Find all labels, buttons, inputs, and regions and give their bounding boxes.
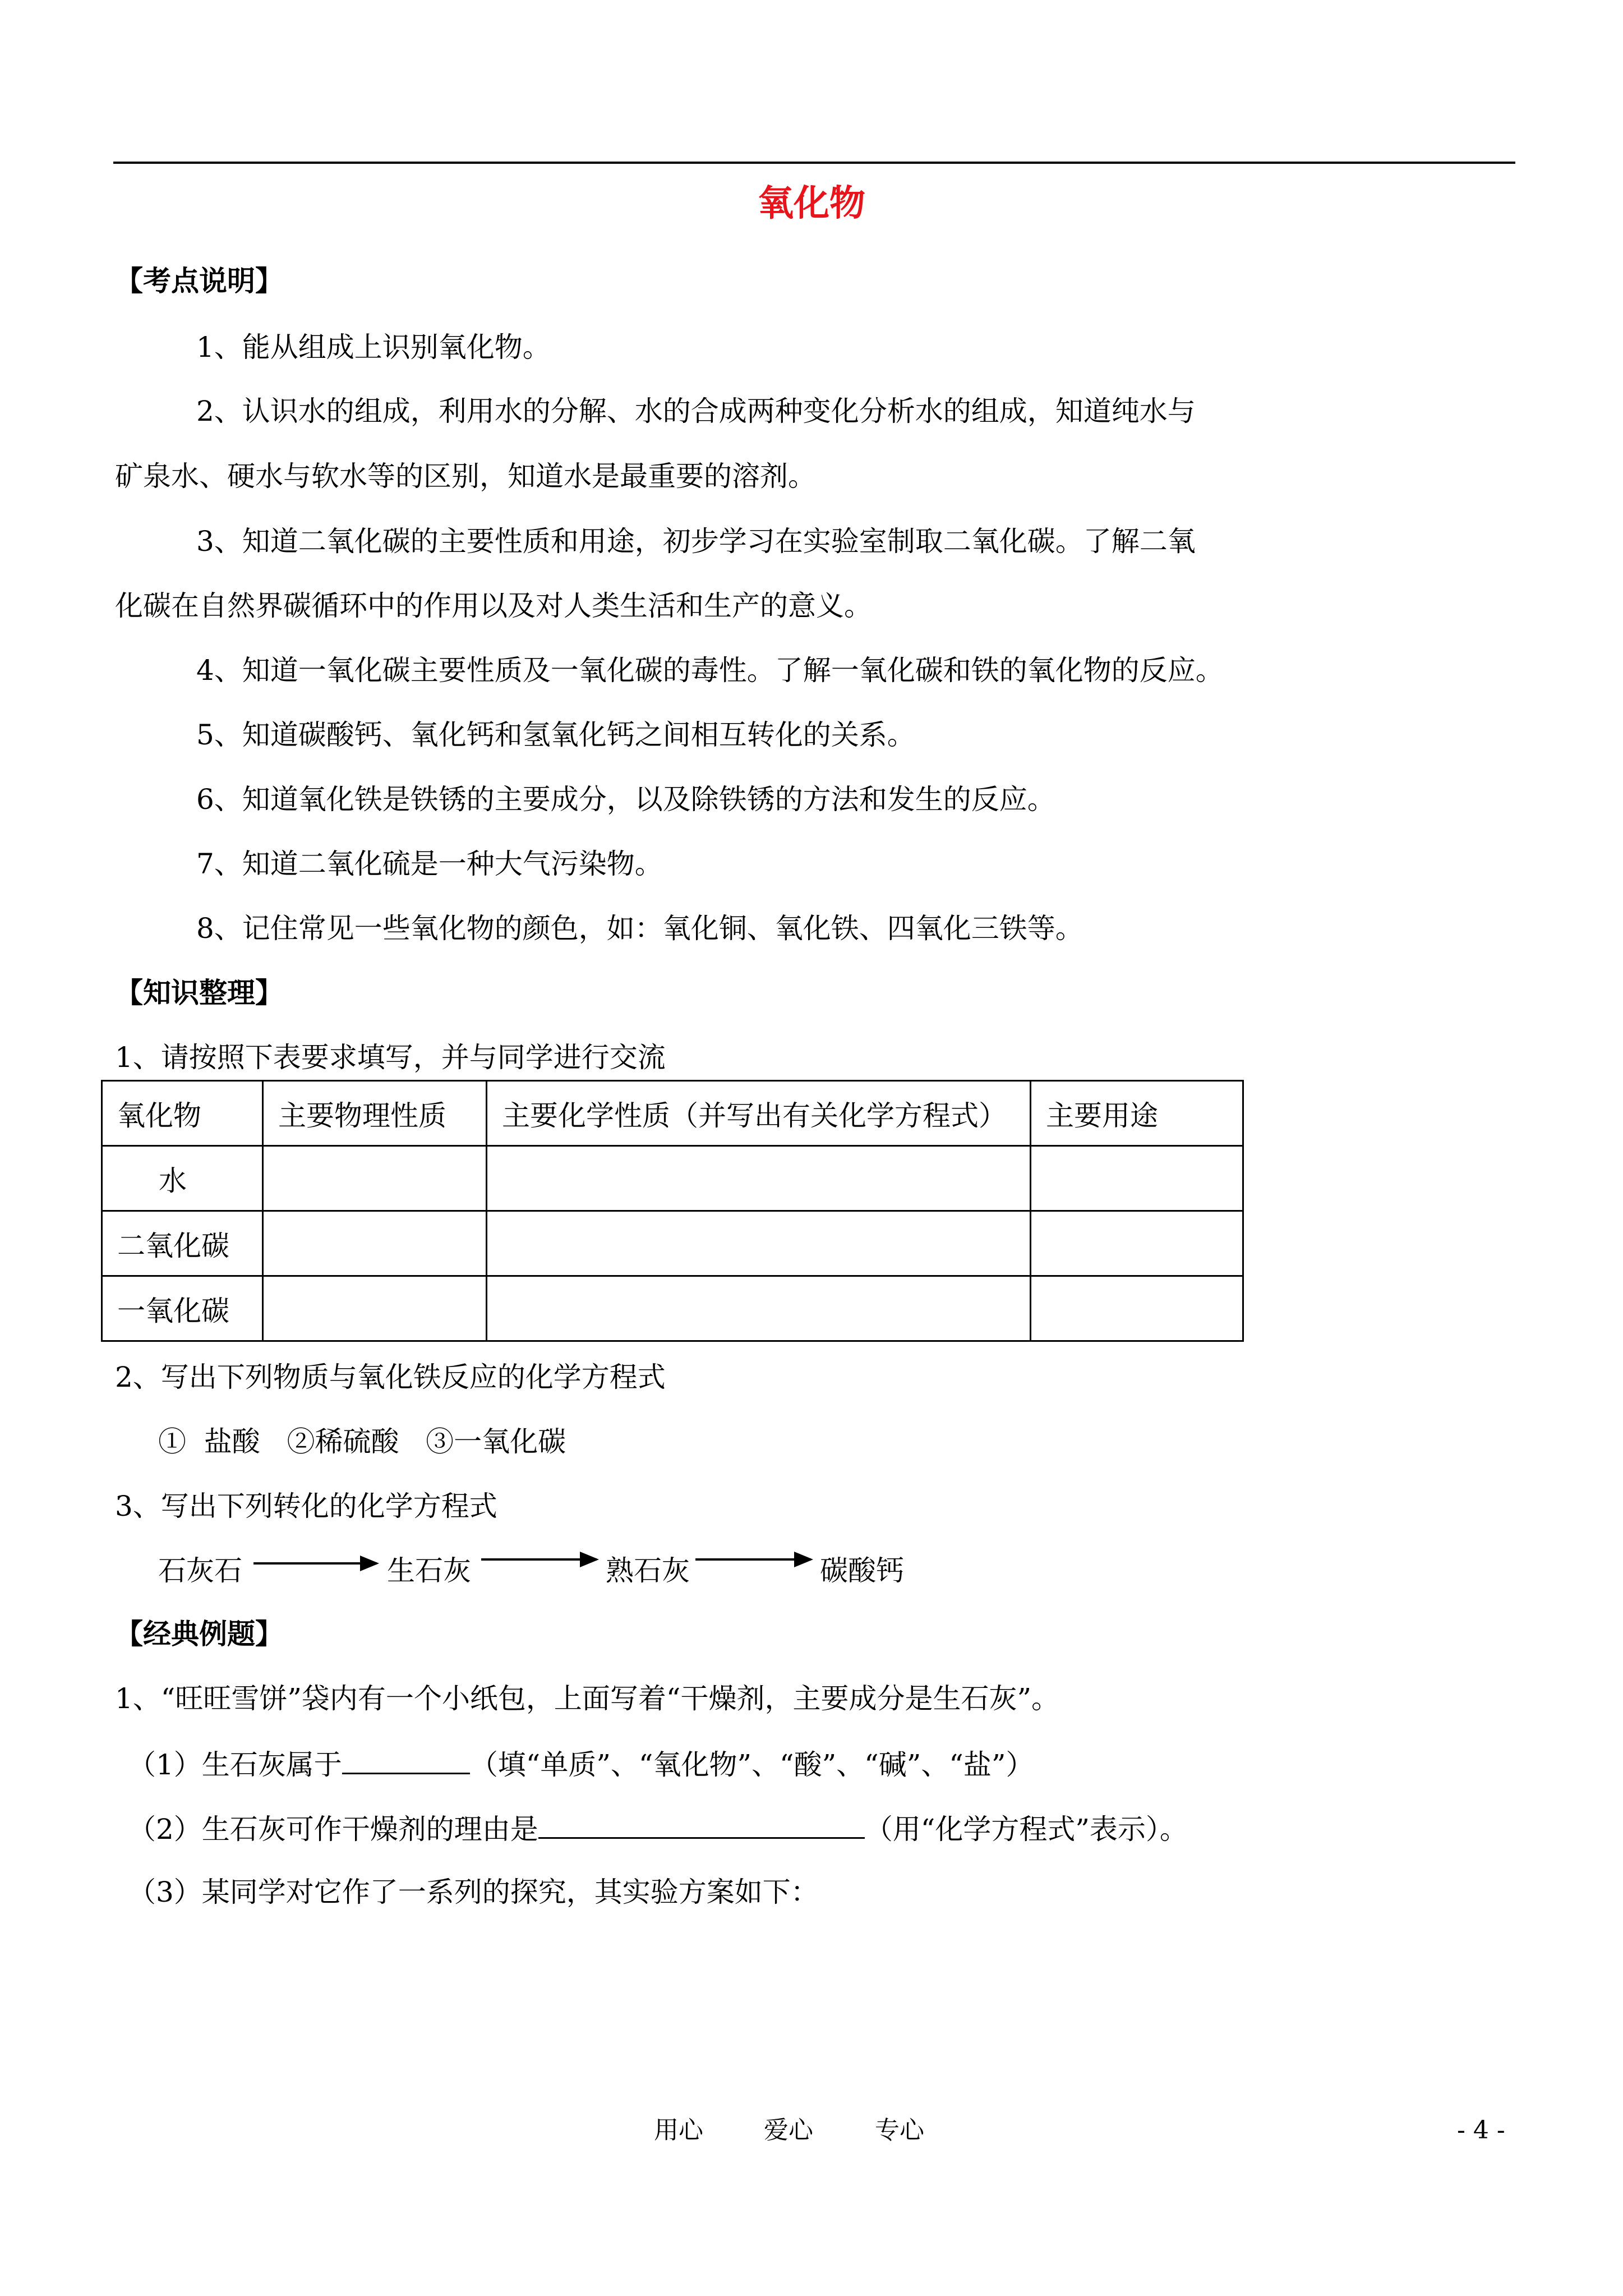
table-row-label: 一氧化碳 [102,1276,263,1341]
knowledge-question-2-items: ① 盐酸 ②稀硫酸 ③一氧化碳 [158,1425,566,1458]
table-header-cell: 主要化学性质（并写出有关化学方程式） [487,1081,1031,1146]
table-cell-empty [263,1211,487,1276]
page-number: - 4 - [1457,2116,1505,2145]
subquestion-2-suffix: （用“化学方程式”表示）。 [864,1813,1188,1846]
example-subquestion-1 [128,1743,1034,1784]
exam-point-3-cont: 化碳在自然界碳循环中的作用以及对人类生活和生产的意义。 [115,590,872,622]
footer-word-2: 爱心 [764,2116,813,2145]
example-subquestion-3: （3）某同学对它作了一系列的探究，其实验方案如下： [128,1876,819,1908]
section-heading-knowledge: 【知识整理】 [115,976,283,1009]
table-header-cell: 氧化物 [102,1081,263,1146]
footer-word-3: 专心 [875,2116,924,2145]
table-header-row [102,1081,1243,1146]
example-subquestion-2 [128,1808,1188,1849]
subquestion-1-prefix: （1）生石灰属于 [128,1749,342,1781]
exam-point-8: 8、记住常见一些氧化物的颜色，如：氧化铜、氧化铁、四氧化三铁等。 [196,912,1083,945]
exam-point-3: 3、知道二氧化碳的主要性质和用途，初步学习在实验室制取二氧化碳。了解二氧 [196,525,1196,558]
table-row [102,1211,1243,1276]
table-row [102,1276,1243,1341]
table-cell-empty [487,1146,1031,1211]
knowledge-question-3: 3、写出下列转化的化学方程式 [115,1490,497,1522]
table-row-label: 二氧化碳 [102,1211,263,1276]
arrow-right-icon [253,1562,377,1565]
chain-item-quicklime: 生石灰 [387,1554,471,1587]
section-heading-examples: 【经典例题】 [115,1617,283,1650]
header-rule [113,162,1515,164]
arrow-right-icon [481,1558,597,1561]
table-cell-empty [487,1276,1031,1341]
answer-blank-2[interactable] [538,1808,865,1839]
table-header-cell: 主要用途 [1031,1081,1243,1146]
example-question-1: 1、“旺旺雪饼”袋内有一个小纸包，上面写着“干燥剂，主要成分是生石灰”。 [115,1682,1060,1715]
table-cell-empty [263,1146,487,1211]
exam-point-4: 4、知道一氧化碳主要性质及一氧化碳的毒性。了解一氧化碳和铁的氧化物的反应。 [196,654,1224,687]
table-row-label: 水 [102,1146,263,1211]
table-cell-empty [1031,1146,1243,1211]
arrow-right-icon [695,1558,811,1561]
table-cell-empty [263,1276,487,1341]
section-heading-exam-points: 【考点说明】 [115,264,283,297]
subquestion-1-suffix: （填“单质”、“氧化物”、“酸”、“碱”、“盐”） [469,1749,1034,1781]
page-title: 氧化物 [758,182,865,224]
table-header-cell: 主要物理性质 [263,1081,487,1146]
footer-word-1: 用心 [654,2116,703,2145]
exam-point-6: 6、知道氧化铁是铁锈的主要成分，以及除铁锈的方法和发生的反应。 [196,783,1055,816]
exam-point-2-cont: 矿泉水、硬水与软水等的区别，知道水是最重要的溶剂。 [115,460,816,493]
answer-blank-1[interactable] [342,1743,470,1774]
exam-point-1: 1、能从组成上识别氧化物。 [196,331,551,364]
subquestion-2-prefix: （2）生石灰可作干燥剂的理由是 [128,1813,538,1846]
chain-item-calcium-carbonate: 碳酸钙 [820,1554,904,1587]
exam-point-5: 5、知道碳酸钙、氧化钙和氢氧化钙之间相互转化的关系。 [196,719,915,751]
table-cell-empty [487,1211,1031,1276]
chain-item-slaked-lime: 熟石灰 [606,1554,690,1587]
table-row [102,1146,1243,1211]
knowledge-question-1: 1、请按照下表要求填写，并与同学进行交流 [115,1041,666,1074]
table-cell-empty [1031,1276,1243,1341]
table-cell-empty [1031,1211,1243,1276]
knowledge-question-2: 2、写出下列物质与氧化铁反应的化学方程式 [115,1361,666,1393]
chain-item-limestone: 石灰石 [158,1554,242,1587]
exam-point-7: 7、知道二氧化硫是一种大气污染物。 [196,848,663,880]
exam-point-2: 2、认识水的组成，利用水的分解、水的合成两种变化分析水的组成，知道纯水与 [196,395,1196,427]
oxide-properties-table [101,1080,1244,1342]
